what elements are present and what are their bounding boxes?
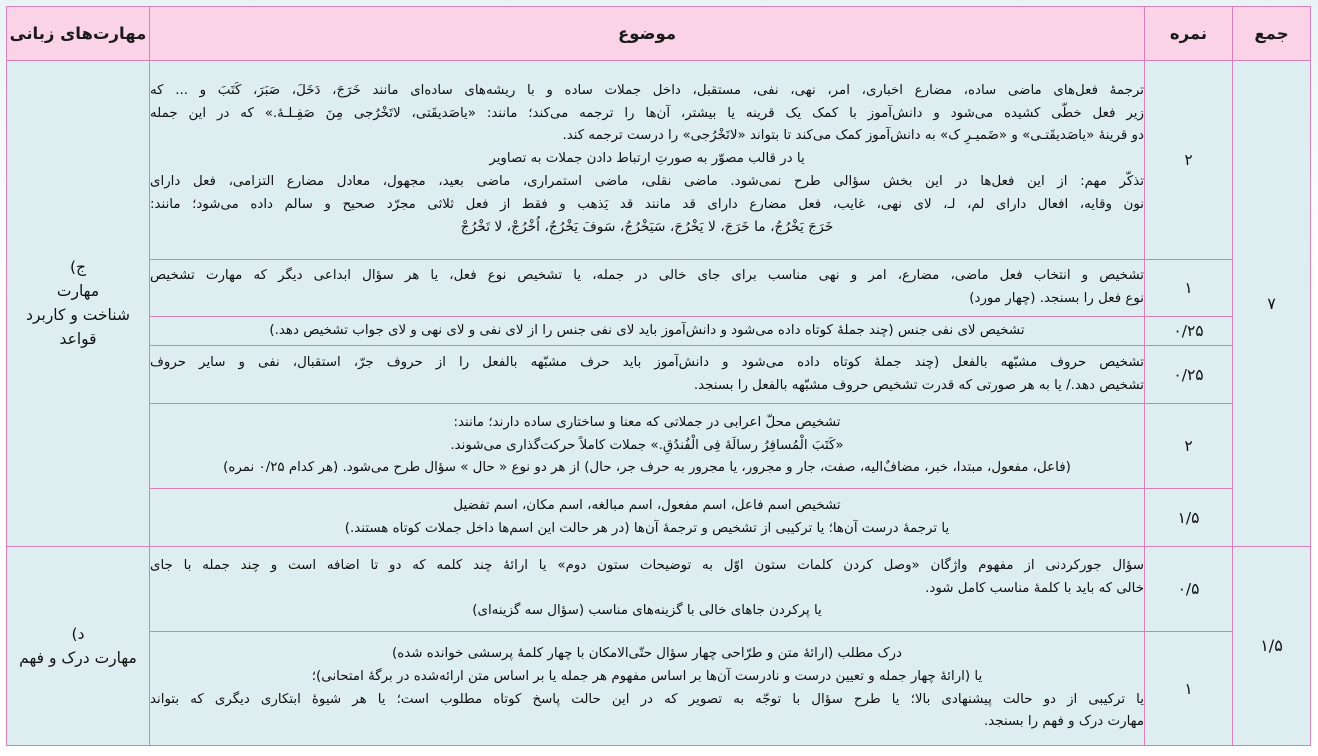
table-row	[7, 61, 1311, 260]
topic-line: دو قرینهٔ «یاصَدیقَتـی» و «ضَمیـرِ ک» به دانش‌آموز کمک می‌کند تا بتواند «لاتَخْرُجی» را درست ترجمه کند.	[562, 128, 1144, 144]
section-total-0: ۷	[1233, 61, 1311, 547]
topic-line: نون وقایه، افعال دارای لم، لـ، لای نهی، غایب، فعل مضارع دارای قد مانند قد یَذهب و فقط از فعل ثلاثی مجرّد صحیح و سالم داده می‌شود؛ مانند:	[150, 196, 1144, 212]
skill-line: مهارت	[56, 282, 100, 301]
topic-line: زیر فعل خطّی کشیده می‌شود و دانش‌آموز با کمک یک قرینه یا بیشتر، آن‌ها را ترجمه می‌کند؛ مانند: «یاصَدیقَتی، لاتَخْرُجی مِنَ صَفِـلـهٔ.» که در این جمله	[150, 105, 1144, 121]
row-topic	[150, 489, 1145, 546]
row-topic	[150, 317, 1145, 346]
row-topic	[150, 546, 1145, 632]
table-row	[7, 489, 1311, 546]
section-skill-1	[7, 546, 150, 745]
row-topic	[150, 632, 1145, 746]
topic-line: تشخیص محلّ اعرابی در جملاتی که معنا و ساختاری ساده دارند؛ مانند:	[453, 415, 841, 431]
header-topic: موضوع	[150, 7, 1145, 61]
topic-line: یا ترجمهٔ درست آن‌ها؛ یا ترکیبی از تشخیص و ترجمهٔ آن‌ها (در هر حالت این اسم‌ها داخل جملات کوتاه هستند.)	[344, 520, 950, 536]
topic-line: «کَتَبَ الْمُسافِرُ رسالَهٔ فِی الْفُندُقِ.» جملات کاملاً حرکت‌گذاری می‌شوند.	[450, 437, 844, 453]
row-score: ۱	[1145, 632, 1233, 746]
topic-line: یا در قالب مصوّر به صورتِ ارتباط دادن جملات به تصاویر	[489, 151, 805, 167]
row-topic	[150, 346, 1145, 403]
row-score: ۰/۵	[1145, 546, 1233, 632]
table-body	[7, 61, 1311, 746]
table-row	[7, 632, 1311, 746]
table-row	[7, 403, 1311, 489]
skill-line: شناخت و کاربرد	[26, 306, 130, 325]
row-score: ۱/۵	[1145, 489, 1233, 546]
section-total-1: ۱/۵	[1233, 546, 1311, 745]
topic-line: یا ترکیبی از دو حالت پیشنهادی بالا؛ یا طرح سؤال با توجّه به تصویر که در این حالت پاسخ کوتاه مطلوب است؛ یا هر شیوهٔ ابتکاری دیگری که بتواند	[150, 691, 1144, 707]
topic-line: تشخیص دهد./ یا به هر صورتی که قدرت تشخیص حروف مشبّهه بالفعل را بسنجد.	[693, 377, 1144, 393]
row-topic	[150, 259, 1145, 316]
topic-line: خالی که باید با کلمهٔ مناسب کامل شود.	[925, 580, 1144, 596]
skill-line: د)	[71, 624, 85, 643]
topic-line: (فاعل، مفعول، مبتدا، خبر، مضافٌ‌الیه، صفت، جار و مجرور، یا مجرور به حرف جر، حال) از هر دو نوع « حال » سؤال طرح می‌شود. (هر کدام ۰/۲۵ نمره)	[223, 460, 1071, 476]
row-score: ۰/۲۵	[1145, 346, 1233, 403]
row-score: ۱	[1145, 259, 1233, 316]
topic-line: یا (ارائهٔ چهار جمله و تعیین درست و نادرست آن‌ها بر اساس مفهوم هر جمله یا بر اساس متن ارائه‌شده در برگهٔ امتحانی)؛	[311, 668, 983, 684]
section-skill-0	[7, 61, 150, 547]
row-score: ۲	[1145, 61, 1233, 260]
table-row	[7, 259, 1311, 316]
header-score: نمره	[1145, 7, 1233, 61]
skill-line: قواعد	[59, 330, 97, 349]
row-score: ۲	[1145, 403, 1233, 489]
skill-line: ج)	[69, 258, 87, 277]
topic-line: ترجمهٔ فعل‌های ماضی ساده، مضارع اخباری، امر، نهی، نفی، مستقبل، داخل جملات ساده و با ریشه‌های ساده‌ای مانند خَرَجَ، دَخَلَ، صَبَرَ، کَتَبَ و ... که	[150, 83, 1144, 99]
row-topic	[150, 403, 1145, 489]
topic-line: درک مطلب (ارائهٔ متن و طرّاحی چهار سؤال حتّی‌الامکان با چهار کلمهٔ پرسشی خوانده شده)	[392, 646, 902, 662]
table-row	[7, 317, 1311, 346]
row-score: ۰/۲۵	[1145, 317, 1233, 346]
language-skills-spec-table	[6, 6, 1311, 746]
table-header	[7, 7, 1311, 61]
header-skill: مهارت‌های زبانی	[7, 7, 150, 61]
topic-line: سؤال جورکردنی از مفهوم واژگان «وصل کردن کلمات ستون اوّل به توضیحات ستون دوم» یا ارائهٔ چند کلمه که دو تا اضافه است و چند جمله با جای	[150, 558, 1144, 574]
topic-line: خَرَجَ یَخْرُجُ، ما خَرَجَ، لا یَخْرُجَ، سَیَخْرُجُ، سَوفَ یَخْرُجُ، اُخْرُجْ، لا تَخْرُجْ	[460, 219, 834, 236]
skill-line: مهارت درک و فهم	[19, 648, 137, 667]
header-total: جمع	[1233, 7, 1311, 61]
topic-line: یا پرکردن جاهای خالی با گزینه‌های مناسب (سؤال سه گزینه‌ای)	[472, 603, 822, 619]
row-topic	[150, 61, 1145, 260]
topic-line: تشخیص لای نفی جنس (چند جملهٔ کوتاه داده می‌شود و دانش‌آموز باید لای نفی جنس را از لای نفی و لای نهی و لای جواب تشخیص دهد.)	[269, 322, 1025, 338]
topic-line: تشخیص اسم فاعل، اسم مفعول، اسم مبالغه، اسم مکان، اسم تفضیل	[453, 497, 841, 513]
topic-line: تشخیص حروف مشبّهه بالفعل (چند جملهٔ کوتاه داده می‌شود و دانش‌آموز باید حرف مشبّهه بالفعل را از حروف جرّ، استقبال، نفی و سایر حروف	[150, 354, 1144, 370]
table-row	[7, 546, 1311, 632]
topic-line: تشخیص و انتخاب فعل ماضی، مضارع، امر و نهی مناسب برای جای خالی در جمله، یا تشخیص نوع فعل، یا هر سؤال ابداعی دیگر که مهارت تشخیص	[150, 268, 1144, 284]
header-row	[7, 7, 1311, 61]
topic-line: مهارت درک و فهم را بسنجد.	[984, 714, 1144, 730]
table-row	[7, 346, 1311, 403]
topic-line: تذکّر مهم: از این فعل‌ها در این بخش سؤالی طرح نمی‌شود. ماضی نقلی، ماضی استمراری، ماضی بعید، مجهول، معادل مضارع التزامی، فعل دارای	[150, 173, 1144, 189]
topic-line: نوع فعل را بسنجد. (چهار مورد)	[969, 290, 1144, 306]
